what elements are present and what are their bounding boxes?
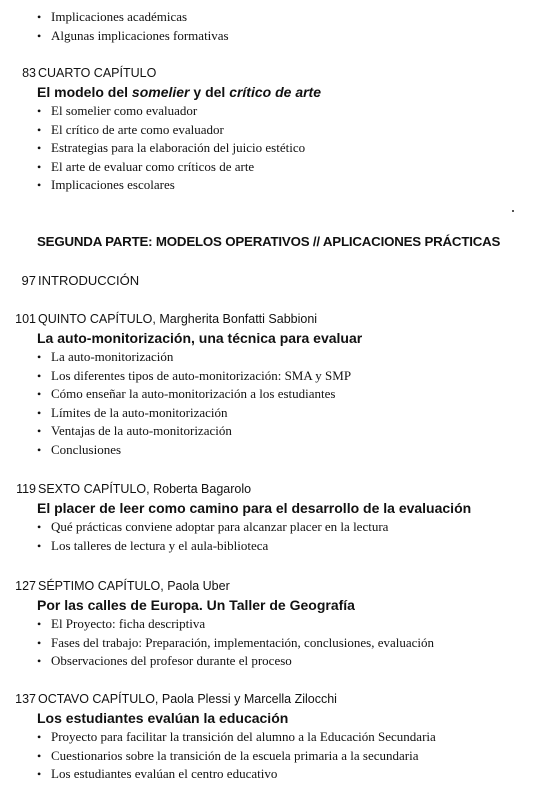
list-item: • Implicaciones escolares — [37, 176, 547, 195]
chapter-sexto — [0, 480, 547, 555]
list-item: • Límites de la auto-monitorización — [37, 404, 547, 423]
list-item: • El somelier como evaluador — [37, 102, 547, 121]
list-item: • El Proyecto: ficha descriptiva — [37, 615, 547, 634]
page-number: 97 — [21, 273, 36, 288]
list-item: • Los diferentes tipos de auto-monitorización: SMA y SMP — [37, 367, 547, 386]
list-item: • El arte de evaluar como críticos de arte — [37, 158, 547, 177]
list-item: • Algunas implicaciones formativas — [37, 27, 229, 46]
list-item: • El crítico de arte como evaluador — [37, 121, 547, 140]
chapter-items — [37, 728, 547, 784]
intro-heading — [0, 272, 547, 290]
list-item: • La auto-monitorización — [37, 348, 547, 367]
chapter-author: Margherita Bonfatti Sabbioni — [159, 312, 318, 326]
chapter-items — [37, 348, 547, 459]
chapter-title: La auto-monitorización, una técnica para evaluar — [37, 330, 363, 346]
chapter-title: Los estudiantes evalúan la educación — [37, 710, 289, 726]
chapter-septimo — [0, 577, 547, 671]
chapter-cuarto — [0, 64, 547, 195]
list-item: • Los talleres de lectura y el aula-biblioteca — [37, 537, 547, 556]
list-item: • Proyecto para facilitar la transición del alumno a la Educación Secundaria — [37, 728, 547, 747]
page-number: 137 — [15, 692, 36, 706]
chapter-author: Paola Plessi y Marcella Zilocchi — [161, 692, 337, 706]
chapter-items — [37, 102, 547, 195]
chapter-heading — [0, 480, 547, 498]
chapter-heading — [0, 64, 547, 82]
list-item: • Fases del trabajo: Preparación, implementación, conclusiones, evaluación — [37, 634, 547, 653]
chapter-label: OCTAVO CAPÍTULO, Paola Plessi y Marcella Zilocchi — [38, 692, 337, 706]
chapter-items — [37, 518, 547, 555]
list-item: • Ventajas de la auto-monitorización — [37, 422, 547, 441]
introduction — [0, 272, 547, 290]
part-title: SEGUNDA PARTE: MODELOS OPERATIVOS // APLICACIONES PRÁCTICAS — [37, 234, 501, 249]
list-item: • Cómo enseñar la auto-monitorización a los estudiantes — [37, 385, 547, 404]
page-number: 127 — [15, 579, 36, 593]
chapter-author: Paola Uber — [167, 579, 230, 593]
list-item: • Los estudiantes evalúan el centro educativo — [37, 765, 547, 784]
list-item: • Estrategias para la elaboración del juicio estético — [37, 139, 547, 158]
chapter-heading — [0, 577, 547, 595]
list-item: • Conclusiones — [37, 441, 547, 460]
page-number: 101 — [15, 312, 36, 326]
chapter-heading — [0, 310, 547, 328]
page-number: 119 — [16, 482, 36, 496]
list-item: • Qué prácticas conviene adoptar para alcanzar placer en la lectura — [37, 518, 547, 537]
chapter-quinto — [0, 310, 547, 459]
chapter-title: El modelo del somelier y del crítico de arte — [37, 84, 322, 100]
chapter-label: QUINTO CAPÍTULO, Margherita Bonfatti Sabbioni — [38, 312, 318, 326]
intro-label: INTRODUCCIÓN — [38, 273, 140, 288]
chapter-heading — [0, 690, 547, 708]
chapter-title: Por las calles de Europa. Un Taller de Geografía — [37, 597, 355, 613]
list-item: • Implicaciones académicas — [37, 8, 229, 27]
list-item: • Observaciones del profesor durante el proceso — [37, 652, 547, 671]
chapter-octavo — [0, 690, 547, 784]
chapter-title: El placer de leer como camino para el desarrollo de la evaluación — [37, 500, 472, 516]
chapter-items — [37, 615, 547, 671]
chapter-label: SÉPTIMO CAPÍTULO, Paola Uber — [38, 579, 230, 593]
top-item-list — [37, 8, 229, 45]
list-item: • Cuestionarios sobre la transición de la escuela primaria a la secundaria — [37, 747, 547, 766]
scan-speck — [512, 210, 514, 212]
chapter-label: CUARTO CAPÍTULO — [38, 66, 157, 80]
chapter-author: Roberta Bagarolo — [153, 482, 252, 496]
page-number: 83 — [22, 66, 36, 80]
chapter-label: SEXTO CAPÍTULO, Roberta Bagarolo — [38, 482, 252, 496]
